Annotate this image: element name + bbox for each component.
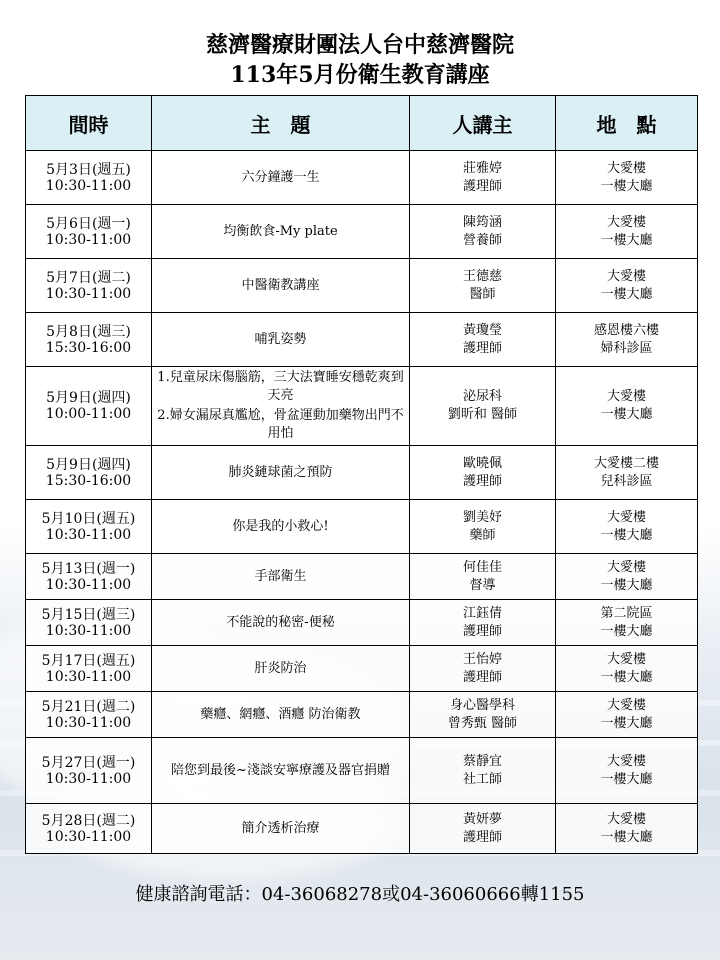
session-datetime-cell	[26, 259, 152, 313]
session-topic: 陪您到最後~淺談安寧療護及器官捐贈	[171, 762, 390, 778]
speaker-line: 劉美妤	[462, 509, 502, 525]
session-topic-cell	[152, 151, 410, 205]
session-location-cell	[556, 738, 698, 804]
speaker-line: 莊雅婷	[462, 160, 502, 176]
session-time: 10:30-11:00	[45, 576, 132, 593]
session-datetime-cell	[26, 646, 152, 692]
location-line: 兒科診區	[600, 473, 653, 489]
session-date: 5月7日(週二)	[46, 269, 131, 286]
table-row	[26, 692, 698, 738]
session-datetime-cell	[26, 367, 152, 446]
session-speaker-cell	[410, 500, 556, 554]
location-line: 一樓大廳	[600, 771, 653, 787]
session-time: 10:30-11:00	[45, 770, 132, 787]
speaker-line: 護理師	[462, 623, 502, 639]
session-location-cell	[556, 313, 698, 367]
location-line: 一樓大廳	[600, 669, 653, 685]
table-row	[26, 646, 698, 692]
speaker-line: 何佳佳	[462, 559, 502, 575]
speaker-line: 身心醫學科	[449, 697, 515, 713]
column-header-topic: 主 題	[152, 96, 410, 151]
session-speaker-cell	[410, 554, 556, 600]
session-topic: 肝炎防治	[254, 660, 307, 676]
session-date: 5月9日(週四)	[46, 390, 131, 406]
session-time: 10:30-11:00	[45, 231, 132, 248]
session-topic-cell	[152, 804, 410, 854]
session-date: 5月13日(週一)	[41, 560, 136, 577]
table-row	[26, 804, 698, 854]
session-speaker-cell	[410, 804, 556, 854]
session-speaker-cell	[410, 259, 556, 313]
session-speaker-cell	[410, 646, 556, 692]
session-speaker-cell	[410, 367, 556, 446]
location-line: 一樓大廳	[600, 829, 653, 845]
session-topic-cell	[152, 646, 410, 692]
session-topic: 簡介透析治療	[241, 820, 320, 836]
location-line: 一樓大廳	[600, 623, 653, 639]
session-location-cell	[556, 446, 698, 500]
session-topic: 1.兒童尿床傷腦筋，三大法寶睡安穩乾爽到天亮	[157, 370, 404, 403]
location-line: 大愛樓	[606, 697, 646, 713]
session-time: 10:30-11:00	[45, 285, 132, 302]
speaker-line: 社工師	[462, 771, 502, 787]
session-time: 10:30-11:00	[45, 714, 132, 731]
session-location-cell	[556, 500, 698, 554]
location-line: 一樓大廳	[600, 232, 653, 248]
location-line: 大愛樓	[606, 268, 646, 284]
session-speaker-cell	[410, 151, 556, 205]
speaker-line: 護理師	[462, 473, 502, 489]
session-date: 5月9日(週四)	[46, 456, 131, 473]
column-header-time: 間時	[26, 96, 152, 151]
session-topic-cell	[152, 313, 410, 367]
location-line: 大愛樓	[606, 214, 646, 230]
location-line: 大愛樓	[606, 389, 646, 404]
session-time: 10:30-11:00	[45, 177, 132, 194]
speaker-line: 護理師	[462, 340, 502, 356]
session-topic-cell	[152, 259, 410, 313]
location-line: 大愛樓	[606, 753, 646, 769]
speaker-line: 蔡靜宜	[462, 753, 502, 769]
session-date: 5月3日(週五)	[46, 161, 131, 178]
session-location-cell	[556, 646, 698, 692]
session-topic-cell	[152, 692, 410, 738]
session-location-cell	[556, 600, 698, 646]
location-line: 大愛樓	[606, 160, 646, 176]
session-time: 15:30-16:00	[45, 339, 132, 356]
session-location-cell	[556, 554, 698, 600]
session-location-cell	[556, 259, 698, 313]
session-date: 5月8日(週三)	[46, 323, 131, 340]
session-date: 5月17日(週五)	[41, 652, 136, 669]
speaker-line: 江鈺倩	[462, 605, 502, 621]
session-location-cell	[556, 151, 698, 205]
speaker-line: 泌尿科	[462, 389, 502, 404]
session-topic-cell	[152, 554, 410, 600]
session-topic-cell	[152, 500, 410, 554]
session-location-cell	[556, 367, 698, 446]
session-speaker-cell	[410, 446, 556, 500]
session-date: 5月10日(週五)	[41, 510, 136, 527]
location-line: 大愛樓	[606, 651, 646, 667]
session-topic: 2.婦女漏尿真尷尬，骨盆運動加藥物出門不用怕	[157, 408, 404, 441]
session-topic-cell	[152, 600, 410, 646]
location-line: 一樓大廳	[600, 178, 653, 194]
location-line: 大愛樓	[606, 559, 646, 575]
session-topic: 你是我的小救心!	[232, 518, 329, 534]
session-datetime-cell	[26, 446, 152, 500]
session-datetime-cell	[26, 313, 152, 367]
session-topic: 六分鐘護一生	[241, 169, 320, 185]
session-datetime-cell	[26, 205, 152, 259]
session-time: 15:30-16:00	[45, 472, 132, 489]
session-speaker-cell	[410, 205, 556, 259]
location-line: 感恩樓六樓	[593, 322, 659, 338]
speaker-line: 陳筠涵	[462, 214, 502, 230]
session-topic-cell	[152, 205, 410, 259]
session-topic-cell	[152, 446, 410, 500]
session-date: 5月15日(週三)	[41, 606, 136, 623]
session-topic: 哺乳姿勢	[254, 331, 307, 347]
location-line: 一樓大廳	[600, 527, 653, 543]
location-line: 一樓大廳	[600, 286, 653, 302]
table-row	[26, 313, 698, 367]
table-row	[26, 367, 698, 446]
session-speaker-cell	[410, 692, 556, 738]
table-row	[26, 738, 698, 804]
session-time: 10:30-11:00	[45, 622, 132, 639]
session-topic-cell	[152, 738, 410, 804]
table-row	[26, 259, 698, 313]
speaker-line: 王德慈	[462, 268, 502, 284]
location-line: 婦科診區	[600, 340, 653, 356]
table-header-row	[26, 96, 698, 151]
session-speaker-cell	[410, 738, 556, 804]
location-line: 一樓大廳	[600, 577, 653, 593]
speaker-line: 藥師	[469, 527, 496, 543]
session-topic: 肺炎鏈球菌之預防	[228, 464, 333, 480]
session-time: 10:30-11:00	[45, 828, 132, 845]
session-topic: 均衡飲食-My plate	[223, 223, 338, 239]
table-row	[26, 446, 698, 500]
speaker-line: 王怡婷	[462, 651, 502, 667]
speaker-line: 劉昕和 醫師	[447, 407, 518, 422]
session-datetime-cell	[26, 554, 152, 600]
speaker-line: 醫師	[469, 286, 496, 302]
session-location-cell	[556, 205, 698, 259]
speaker-line: 護理師	[462, 178, 502, 194]
session-datetime-cell	[26, 804, 152, 854]
table-row	[26, 205, 698, 259]
table-row	[26, 500, 698, 554]
location-line: 大愛樓二樓	[593, 455, 659, 471]
session-datetime-cell	[26, 151, 152, 205]
speaker-line: 曾秀甄 醫師	[447, 715, 518, 731]
session-time: 10:30-11:00	[45, 668, 132, 685]
session-datetime-cell	[26, 692, 152, 738]
speaker-line: 黃妍夢	[462, 811, 502, 827]
session-location-cell	[556, 804, 698, 854]
table-row	[26, 600, 698, 646]
session-speaker-cell	[410, 600, 556, 646]
session-date: 5月28日(週二)	[41, 812, 136, 829]
speaker-line: 護理師	[462, 829, 502, 845]
speaker-line: 督導	[469, 577, 496, 593]
session-topic: 藥癮、網癮、酒癮 防治衛教	[200, 706, 361, 722]
location-line: 第二院區	[600, 605, 653, 621]
location-line: 一樓大廳	[600, 407, 653, 422]
title-line-1: 慈濟醫療財團法人台中慈濟醫院	[205, 32, 514, 58]
title-line-2: 113年5月份衛生教育講座	[230, 62, 490, 88]
speaker-line: 黃瓊瑩	[462, 322, 502, 338]
table-row	[26, 554, 698, 600]
table-row	[26, 151, 698, 205]
session-time: 10:00-11:00	[45, 406, 132, 422]
session-date: 5月21日(週二)	[41, 698, 136, 715]
health-hotline: 健康諮詢電話：04-36068278或04-36060666轉1155	[135, 884, 585, 905]
speaker-line: 歐曉佩	[462, 455, 502, 471]
page-title	[0, 30, 720, 90]
session-speaker-cell	[410, 313, 556, 367]
location-line: 一樓大廳	[600, 715, 653, 731]
session-datetime-cell	[26, 500, 152, 554]
lecture-schedule-table	[25, 95, 698, 854]
column-header-location: 地 點	[556, 96, 698, 151]
location-line: 大愛樓	[606, 509, 646, 525]
session-date: 5月6日(週一)	[46, 215, 131, 232]
column-header-speaker: 人講主	[410, 96, 556, 151]
speaker-line: 營養師	[462, 232, 502, 248]
session-datetime-cell	[26, 738, 152, 804]
speaker-line: 護理師	[462, 669, 502, 685]
session-date: 5月27日(週一)	[41, 754, 136, 771]
session-topic: 不能說的秘密-便秘	[226, 614, 335, 630]
session-location-cell	[556, 692, 698, 738]
location-line: 大愛樓	[606, 811, 646, 827]
session-topic: 中醫衛教講座	[241, 277, 320, 293]
session-time: 10:30-11:00	[45, 526, 132, 543]
session-topic-cell	[152, 367, 410, 446]
session-topic: 手部衛生	[254, 568, 307, 584]
session-datetime-cell	[26, 600, 152, 646]
